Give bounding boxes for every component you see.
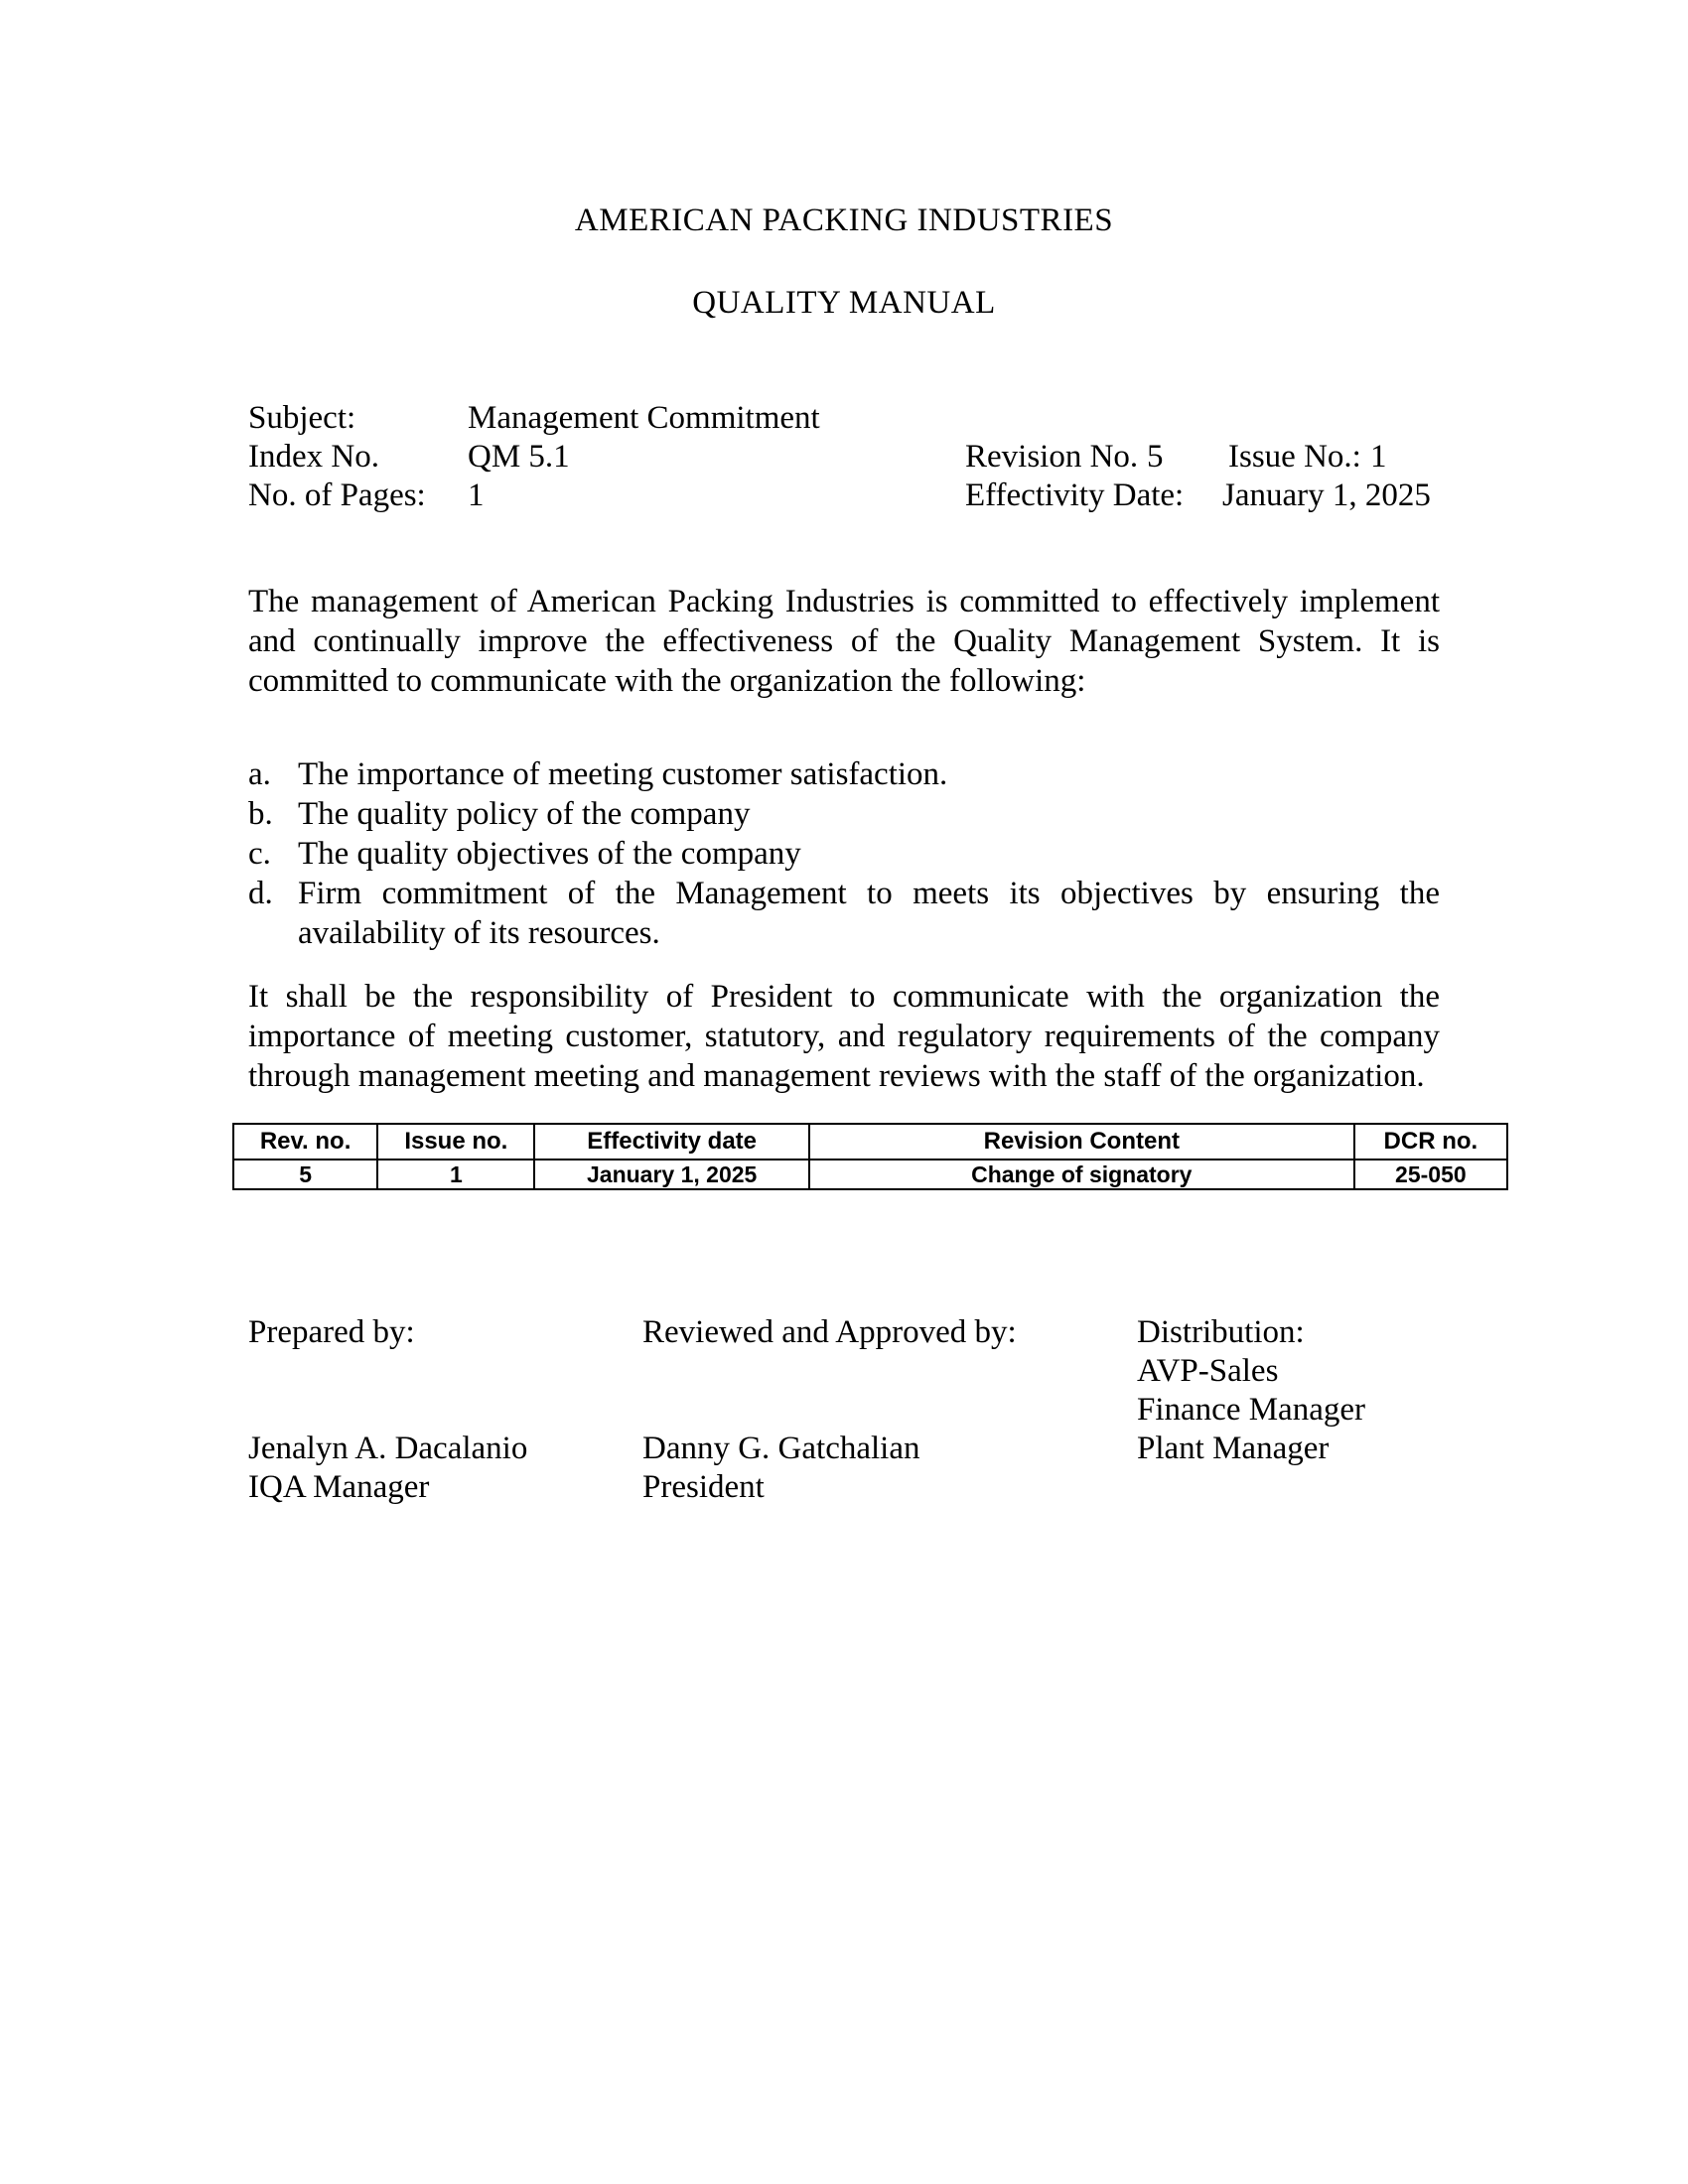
meta-row-pages-effectivity: [248, 477, 1440, 515]
issue-no-label: Issue No.:: [1228, 439, 1361, 475]
meta-row-index-revision: [248, 438, 1440, 477]
reviewed-approved-name: Danny G. Gatchalian: [642, 1431, 920, 1466]
responsibility-paragraph: It shall be the responsibility of President to communicate with the organization the importance of meeting customer, statutory, and regulatory requirements of the company through management meeting and management reviews with the staff of the organization.: [248, 979, 1440, 1094]
intro-paragraph: The management of American Packing Industries is committed to effectively implement and continually improve the effectiveness of the Quality Management System. It is committed to communicate with the organization the following:: [248, 584, 1440, 699]
effectivity-date-label: Effectivity Date:: [965, 478, 1185, 513]
document-content: [248, 0, 1478, 1532]
list-item: [248, 874, 1440, 953]
list-item-marker: a.: [248, 756, 271, 792]
cell-rev-no: 5: [233, 1160, 377, 1189]
list-item: [248, 834, 1440, 874]
issue-no-value: 1: [1370, 439, 1387, 475]
distribution-item: AVP-Sales: [1137, 1353, 1279, 1389]
list-item: [248, 754, 1440, 794]
list-item-marker: c.: [248, 836, 271, 872]
distribution-item: Finance Manager: [1137, 1392, 1365, 1428]
prepared-by-column: [248, 1313, 527, 1507]
table-header-row: [233, 1124, 1507, 1160]
col-header-rev-no: Rev. no.: [233, 1124, 377, 1160]
effectivity-date-value: January 1, 2025: [1222, 478, 1431, 513]
list-item: [248, 794, 1440, 834]
document-subtitle: QUALITY MANUAL: [692, 285, 996, 321]
prepared-by-label: Prepared by:: [248, 1314, 415, 1350]
document-meta: [248, 399, 1440, 515]
revision-no-value: 5: [1147, 439, 1164, 475]
company-title: AMERICAN PACKING INDUSTRIES: [574, 203, 1114, 238]
index-no-value: QM 5.1: [468, 439, 570, 475]
revision-no-label: Revision No.: [965, 439, 1139, 475]
cell-issue-no: 1: [377, 1160, 534, 1189]
subject-label: Subject:: [248, 400, 356, 436]
reviewed-approved-title: President: [642, 1469, 765, 1505]
revision-history-table: [232, 1123, 1508, 1190]
pages-value: 1: [468, 478, 485, 513]
subject-value: Management Commitment: [468, 400, 820, 436]
col-header-issue-no: Issue no.: [377, 1124, 534, 1160]
index-no-label: Index No.: [248, 439, 379, 475]
distribution-column: [1137, 1313, 1365, 1468]
meta-row-subject: [248, 399, 1440, 438]
prepared-by-title: IQA Manager: [248, 1469, 430, 1505]
list-item-marker: d.: [248, 876, 273, 911]
distribution-item: Plant Manager: [1137, 1431, 1330, 1466]
cell-effectivity-date: January 1, 2025: [534, 1160, 808, 1189]
commitments-list: [248, 754, 1440, 953]
col-header-effectivity-date: Effectivity date: [534, 1124, 808, 1160]
reviewed-approved-label: Reviewed and Approved by:: [642, 1314, 1017, 1350]
reviewed-approved-column: [642, 1313, 1017, 1507]
cell-dcr-no: 25-050: [1354, 1160, 1507, 1189]
list-item-text: The importance of meeting customer satisfaction.: [298, 756, 948, 792]
cell-revision-content: Change of signatory: [809, 1160, 1354, 1189]
list-item-text: The quality objectives of the company: [298, 836, 801, 872]
signature-section: [248, 1313, 1440, 1532]
list-item-text: The quality policy of the company: [298, 796, 751, 832]
list-item-text: Firm commitment of the Management to meets its objectives by ensuring the availability of its resources.: [298, 876, 1440, 951]
distribution-label: Distribution:: [1137, 1314, 1305, 1350]
prepared-by-name: Jenalyn A. Dacalanio: [248, 1431, 528, 1466]
table-row: [233, 1160, 1507, 1189]
col-header-dcr-no: DCR no.: [1354, 1124, 1507, 1160]
pages-label: No. of Pages:: [248, 478, 426, 513]
col-header-revision-content: Revision Content: [809, 1124, 1354, 1160]
list-item-marker: b.: [248, 796, 273, 832]
